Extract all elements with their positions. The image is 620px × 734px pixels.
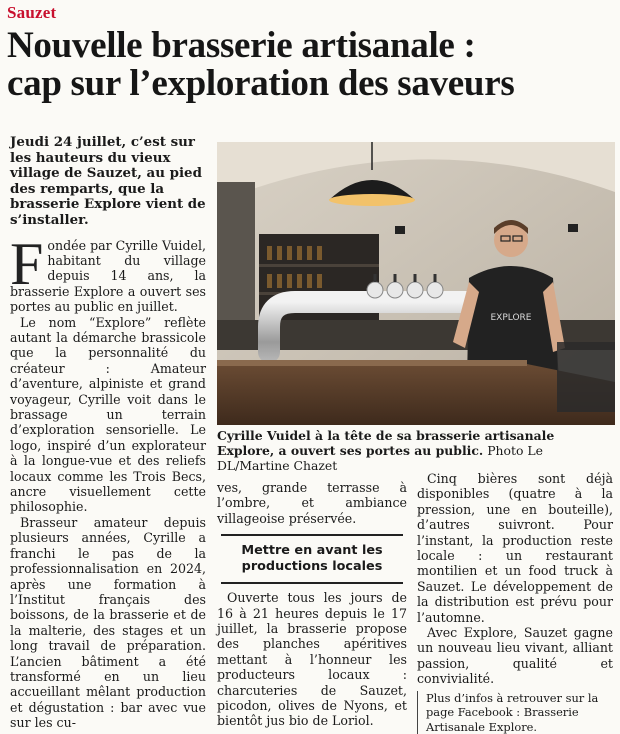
section-kicker: Sauzet — [7, 3, 57, 22]
photo-caption — [217, 428, 615, 474]
article-photo — [217, 142, 615, 425]
photo-credit: Photo Le DL/Martine Chazet — [217, 443, 543, 474]
lead-paragraph: Jeudi 24 juillet, c’est sur les hauteurs du vieux village de Sauzet, au pied des remparts, que la brasserie Explore vient de s’installer. — [10, 134, 206, 228]
paragraph-5: Cinq bières sont déjà disponibles (quatre à la pression, une en bouteille), d’autres suivront. Pour l’instant, la production reste locale : un restaurant montilien et un food truck à Sauzet. Le développement de la distribution est prévu pour l’automne. — [417, 471, 613, 625]
paragraph-3: Brasseur amateur depuis plusieurs années, Cyrille a franchi le pas de la professionnalisation en 2024, après une formation à l’Institut français des boissons, de la brasserie et de la malterie, des stages et un long travail de préparation. L’ancien bâtiment a été transformé en un lieu accueillant mêlant production et dégustation : bar avec vue sur les cu- — [10, 514, 206, 731]
column-3 — [417, 471, 613, 734]
column-1 — [10, 135, 206, 731]
headline — [7, 27, 613, 103]
headline-line-1: Nouvelle brasserie artisanale : — [7, 25, 476, 66]
paragraph-1 — [10, 230, 206, 315]
headline-line-2: cap sur l’exploration des saveurs — [7, 63, 515, 104]
shirt-logo-text: EXPLORE — [490, 313, 532, 323]
brewery-photo-illustration — [217, 142, 615, 425]
column-2 — [217, 480, 407, 729]
drop-cap: F — [10, 230, 44, 297]
more-info-box: Plus d’infos à retrouver sur la page Facebook : Brasserie Artisanale Explore. — [417, 691, 613, 734]
paragraph-3-continued: ves, grande terrasse à l’ombre, et ambiance villageoise préservée. — [217, 480, 407, 526]
paragraph-2: Le nom “Explore” reflète autant la démarche brassicole que la personnalité du créateur : Amateur d’aventure, alpiniste et grand voyageur, Cyrille voit dans le brassage un terrain d’exploration sensorielle. Le logo, inspiré d’un explorateur à la longue-vue et des reliefs locaux comme les Trois Becs, ancre visuellement cette philosophie. — [10, 314, 206, 515]
caption-text: Cyrille Vuidel à la tête de sa brasserie artisanale Explore, a ouvert ses portes au public. — [217, 428, 555, 459]
subheading: Mettre en avant les productions locales — [221, 534, 403, 584]
paragraph-1-text: ondée par Cyrille Vuidel, habitant du village depuis 14 ans, la brasserie Explore a ouvert ses portes au public en juillet. — [10, 237, 206, 315]
paragraph-4: Ouverte tous les jours de 16 à 21 heures depuis le 17 juillet, la brasserie propose des planches apéritives mettant à l’honneur les producteurs locaux : charcuteries de Sauzet, picodon, olives de Nyons, et bientôt jus bio de Loriol. — [217, 590, 407, 729]
paragraph-6: Avec Explore, Sauzet gagne un nouveau lieu vivant, alliant passion, qualité et convivialité. — [417, 625, 613, 687]
